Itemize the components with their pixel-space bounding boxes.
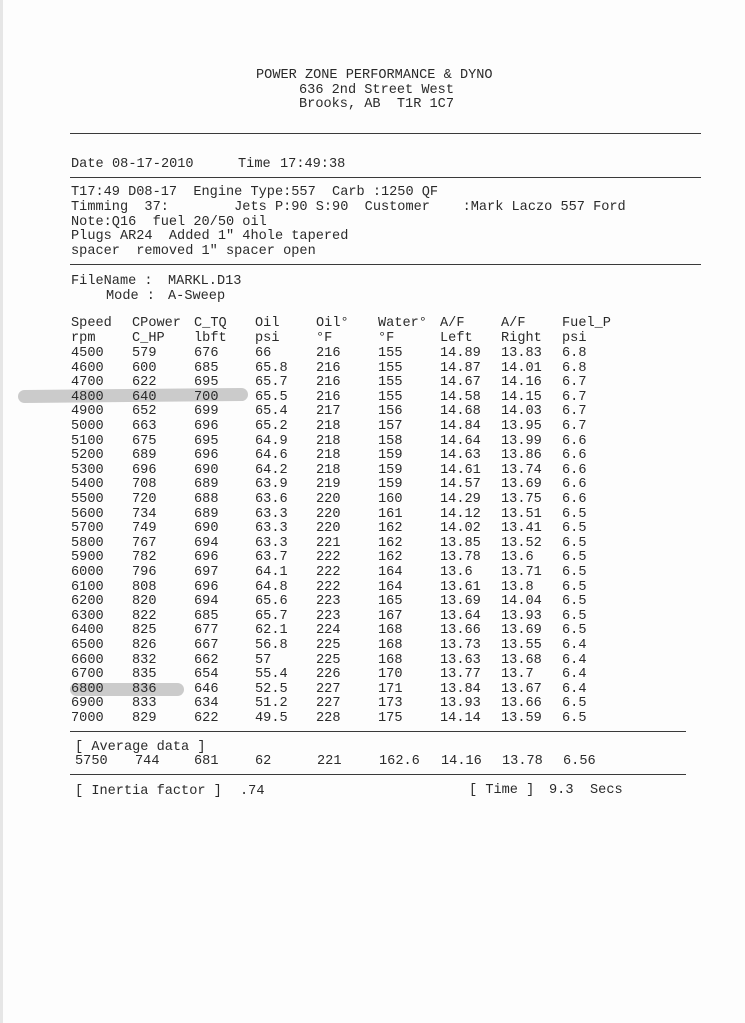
- table-cell: 695: [194, 375, 219, 390]
- table-cell: 13.51: [501, 507, 542, 522]
- table-cell: 14.67: [440, 375, 481, 390]
- table-cell: 694: [194, 594, 219, 609]
- table-cell: 65.6: [255, 594, 288, 609]
- table-cell: 65.7: [255, 375, 288, 390]
- table-cell: 5500: [71, 492, 104, 507]
- column-header: Oil: [255, 316, 280, 331]
- table-cell: 694: [194, 536, 219, 551]
- table-cell: 5100: [71, 434, 104, 449]
- table-cell: 6100: [71, 580, 104, 595]
- table-cell: 222: [316, 580, 341, 595]
- table-cell: 14.63: [440, 448, 481, 463]
- table-cell: 640: [132, 390, 157, 405]
- table-cell: 696: [194, 580, 219, 595]
- filename-value: MARKL.D13: [168, 274, 242, 289]
- table-cell: 734: [132, 507, 157, 522]
- table-cell: 66: [255, 346, 272, 361]
- table-cell: 697: [194, 565, 219, 580]
- column-header: A/F: [440, 316, 465, 331]
- table-cell: 6.5: [562, 550, 587, 565]
- table-cell: 13.83: [501, 346, 542, 361]
- table-cell: 14.89: [440, 346, 481, 361]
- table-cell: 6.5: [562, 580, 587, 595]
- average-cell: 62: [255, 754, 272, 769]
- table-cell: 13.71: [501, 565, 542, 580]
- table-cell: 696: [194, 419, 219, 434]
- table-cell: 634: [194, 696, 219, 711]
- table-cell: 6.6: [562, 434, 587, 449]
- table-cell: 6800: [71, 682, 104, 697]
- filename-label: FileName :: [71, 274, 153, 289]
- time-elapsed-label: [ Time ]: [469, 783, 535, 798]
- table-cell: 6500: [71, 638, 104, 653]
- inertia-value: .74: [240, 784, 265, 799]
- note-line: Plugs AR24 Added 1" 4hole tapered: [71, 229, 349, 244]
- table-cell: 57: [255, 653, 272, 668]
- table-cell: 14.57: [440, 477, 481, 492]
- column-header: C_TQ: [194, 316, 227, 331]
- date-value: 08-17-2010: [112, 157, 194, 172]
- table-cell: 161: [378, 507, 403, 522]
- table-cell: 6.5: [562, 521, 587, 536]
- table-cell: 14.16: [501, 375, 542, 390]
- table-cell: 63.6: [255, 492, 288, 507]
- table-cell: 220: [316, 492, 341, 507]
- column-unit: Left: [440, 331, 473, 346]
- table-cell: 6.7: [562, 419, 587, 434]
- table-cell: 6.6: [562, 463, 587, 478]
- table-cell: 14.01: [501, 361, 542, 376]
- table-cell: 6200: [71, 594, 104, 609]
- table-cell: 4600: [71, 361, 104, 376]
- table-cell: 579: [132, 346, 157, 361]
- time-elapsed-value: 9.3: [549, 783, 574, 798]
- table-cell: 13.74: [501, 463, 542, 478]
- table-cell: 663: [132, 419, 157, 434]
- average-label: [ Average data ]: [75, 740, 206, 755]
- table-cell: 829: [132, 711, 157, 726]
- table-cell: 65.4: [255, 404, 288, 419]
- column-unit: rpm: [71, 331, 96, 346]
- table-cell: 62.1: [255, 623, 288, 638]
- table-cell: 836: [132, 682, 157, 697]
- rule-5: [70, 774, 686, 775]
- table-cell: 63.3: [255, 536, 288, 551]
- table-cell: 6.5: [562, 696, 587, 711]
- average-cell: 681: [194, 754, 219, 769]
- table-cell: 223: [316, 609, 341, 624]
- table-cell: 600: [132, 361, 157, 376]
- table-cell: 622: [132, 375, 157, 390]
- table-cell: 14.84: [440, 419, 481, 434]
- table-cell: 5200: [71, 448, 104, 463]
- table-cell: 13.67: [501, 682, 542, 697]
- column-unit: Right: [501, 331, 542, 346]
- table-cell: 155: [378, 361, 403, 376]
- table-cell: 64.6: [255, 448, 288, 463]
- table-cell: 13.95: [501, 419, 542, 434]
- table-cell: 14.68: [440, 404, 481, 419]
- table-cell: 654: [194, 667, 219, 682]
- table-cell: 218: [316, 448, 341, 463]
- table-cell: 218: [316, 434, 341, 449]
- table-cell: 171: [378, 682, 403, 697]
- table-cell: 14.61: [440, 463, 481, 478]
- average-cell: 13.78: [502, 754, 543, 769]
- table-cell: 796: [132, 565, 157, 580]
- table-cell: 216: [316, 390, 341, 405]
- note-line: T17:49 D08-17 Engine Type:557 Carb :1250 QF: [71, 185, 439, 200]
- table-cell: 688: [194, 492, 219, 507]
- time-value: 17:49:38: [280, 157, 346, 172]
- table-cell: 13.59: [501, 711, 542, 726]
- table-cell: 224: [316, 623, 341, 638]
- table-cell: 4800: [71, 390, 104, 405]
- column-unit: °F: [378, 331, 395, 346]
- table-cell: 164: [378, 565, 403, 580]
- table-cell: 216: [316, 361, 341, 376]
- table-cell: 696: [132, 463, 157, 478]
- average-cell: 6.56: [563, 754, 596, 769]
- table-cell: 13.64: [440, 609, 481, 624]
- table-cell: 155: [378, 375, 403, 390]
- table-cell: 49.5: [255, 711, 288, 726]
- inertia-label: [ Inertia factor ]: [75, 784, 222, 799]
- table-cell: 6600: [71, 653, 104, 668]
- table-cell: 155: [378, 346, 403, 361]
- table-cell: 4500: [71, 346, 104, 361]
- table-cell: 13.78: [440, 550, 481, 565]
- table-cell: 157: [378, 419, 403, 434]
- page-edge: [0, 0, 3, 1023]
- note-line: Note:Q16 fuel 20/50 oil: [71, 215, 267, 230]
- column-header: A/F: [501, 316, 526, 331]
- table-cell: 6.5: [562, 711, 587, 726]
- table-cell: 5400: [71, 477, 104, 492]
- table-cell: 13.66: [440, 623, 481, 638]
- column-header: CPower: [132, 316, 181, 331]
- table-cell: 7000: [71, 711, 104, 726]
- table-cell: 51.2: [255, 696, 288, 711]
- table-cell: 822: [132, 609, 157, 624]
- table-cell: 225: [316, 638, 341, 653]
- table-cell: 699: [194, 404, 219, 419]
- table-cell: 13.69: [501, 477, 542, 492]
- table-cell: 64.1: [255, 565, 288, 580]
- table-cell: 14.14: [440, 711, 481, 726]
- table-cell: 677: [194, 623, 219, 638]
- table-cell: 216: [316, 375, 341, 390]
- table-cell: 221: [316, 536, 341, 551]
- rule-4: [70, 731, 686, 732]
- table-cell: 832: [132, 653, 157, 668]
- table-cell: 6.5: [562, 565, 587, 580]
- table-cell: 13.68: [501, 653, 542, 668]
- table-cell: 63.9: [255, 477, 288, 492]
- average-cell: 221: [317, 754, 342, 769]
- table-cell: 6.5: [562, 536, 587, 551]
- table-cell: 218: [316, 463, 341, 478]
- table-cell: 168: [378, 653, 403, 668]
- table-cell: 708: [132, 477, 157, 492]
- table-cell: 14.29: [440, 492, 481, 507]
- table-cell: 167: [378, 609, 403, 624]
- average-cell: 162.6: [379, 754, 420, 769]
- column-unit: psi: [562, 331, 587, 346]
- table-cell: 13.41: [501, 521, 542, 536]
- rule-3: [70, 264, 701, 265]
- table-cell: 65.5: [255, 390, 288, 405]
- table-cell: 56.8: [255, 638, 288, 653]
- table-cell: 652: [132, 404, 157, 419]
- table-cell: 676: [194, 346, 219, 361]
- table-cell: 227: [316, 696, 341, 711]
- table-cell: 689: [194, 507, 219, 522]
- column-unit: lbft: [194, 331, 227, 346]
- column-unit: °F: [316, 331, 333, 346]
- table-cell: 220: [316, 521, 341, 536]
- column-header: Speed: [71, 316, 112, 331]
- note-line: Timming 37: Jets P:90 S:90 Customer :Mark Laczo 557 Ford: [71, 200, 626, 215]
- table-cell: 173: [378, 696, 403, 711]
- note-line: spacer removed 1" spacer open: [71, 244, 316, 259]
- table-cell: 667: [194, 638, 219, 653]
- table-cell: 156: [378, 404, 403, 419]
- column-header: Water°: [378, 316, 427, 331]
- table-cell: 222: [316, 550, 341, 565]
- table-cell: 64.9: [255, 434, 288, 449]
- rule-2: [70, 177, 701, 178]
- table-cell: 689: [132, 448, 157, 463]
- table-cell: 159: [378, 477, 403, 492]
- table-cell: 13.77: [440, 667, 481, 682]
- table-cell: 162: [378, 550, 403, 565]
- table-cell: 6.7: [562, 375, 587, 390]
- table-cell: 6.5: [562, 609, 587, 624]
- table-cell: 13.61: [440, 580, 481, 595]
- table-cell: 13.85: [440, 536, 481, 551]
- table-cell: 6900: [71, 696, 104, 711]
- table-cell: 64.8: [255, 580, 288, 595]
- table-cell: 13.99: [501, 434, 542, 449]
- table-cell: 6.4: [562, 653, 587, 668]
- table-cell: 6.5: [562, 507, 587, 522]
- table-cell: 218: [316, 419, 341, 434]
- table-cell: 833: [132, 696, 157, 711]
- table-cell: 159: [378, 463, 403, 478]
- column-unit: C_HP: [132, 331, 165, 346]
- company-street: 636 2nd Street West: [299, 83, 454, 98]
- table-cell: 6.6: [562, 477, 587, 492]
- mode-label: Mode :: [106, 289, 155, 304]
- table-cell: 63.3: [255, 507, 288, 522]
- rule-1: [70, 133, 701, 134]
- table-cell: 5300: [71, 463, 104, 478]
- table-cell: 64.2: [255, 463, 288, 478]
- table-cell: 4900: [71, 404, 104, 419]
- table-cell: 696: [194, 550, 219, 565]
- table-cell: 6.8: [562, 361, 587, 376]
- table-cell: 13.84: [440, 682, 481, 697]
- table-cell: 662: [194, 653, 219, 668]
- table-cell: 13.7: [501, 667, 534, 682]
- table-cell: 14.87: [440, 361, 481, 376]
- table-cell: 13.66: [501, 696, 542, 711]
- table-cell: 5900: [71, 550, 104, 565]
- table-cell: 227: [316, 682, 341, 697]
- table-cell: 175: [378, 711, 403, 726]
- table-cell: 63.3: [255, 521, 288, 536]
- table-cell: 160: [378, 492, 403, 507]
- table-cell: 675: [132, 434, 157, 449]
- table-cell: 767: [132, 536, 157, 551]
- table-cell: 228: [316, 711, 341, 726]
- table-cell: 13.8: [501, 580, 534, 595]
- table-cell: 52.5: [255, 682, 288, 697]
- table-cell: 13.73: [440, 638, 481, 653]
- table-cell: 226: [316, 667, 341, 682]
- table-cell: 168: [378, 623, 403, 638]
- mode-value: A-Sweep: [168, 289, 226, 304]
- date-label: Date: [71, 157, 104, 172]
- table-cell: 155: [378, 390, 403, 405]
- average-cell: 5750: [75, 754, 108, 769]
- table-cell: 6000: [71, 565, 104, 580]
- table-cell: 65.2: [255, 419, 288, 434]
- table-cell: 223: [316, 594, 341, 609]
- table-cell: 164: [378, 580, 403, 595]
- table-cell: 690: [194, 463, 219, 478]
- table-cell: 13.6: [440, 565, 473, 580]
- table-cell: 13.69: [440, 594, 481, 609]
- table-cell: 5600: [71, 507, 104, 522]
- table-cell: 5000: [71, 419, 104, 434]
- table-cell: 13.86: [501, 448, 542, 463]
- table-cell: 689: [194, 477, 219, 492]
- table-cell: 6.8: [562, 346, 587, 361]
- column-unit: psi: [255, 331, 280, 346]
- table-cell: 14.58: [440, 390, 481, 405]
- table-cell: 690: [194, 521, 219, 536]
- table-cell: 162: [378, 536, 403, 551]
- table-cell: 159: [378, 448, 403, 463]
- table-cell: 808: [132, 580, 157, 595]
- table-cell: 14.64: [440, 434, 481, 449]
- company-name: POWER ZONE PERFORMANCE & DYNO: [256, 68, 493, 83]
- table-cell: 14.04: [501, 594, 542, 609]
- table-cell: 158: [378, 434, 403, 449]
- table-cell: 782: [132, 550, 157, 565]
- company-city: Brooks, AB T1R 1C7: [299, 97, 454, 112]
- table-cell: 225: [316, 653, 341, 668]
- table-cell: 6400: [71, 623, 104, 638]
- table-cell: 170: [378, 667, 403, 682]
- table-cell: 749: [132, 521, 157, 536]
- table-cell: 825: [132, 623, 157, 638]
- table-cell: 63.7: [255, 550, 288, 565]
- table-cell: 5800: [71, 536, 104, 551]
- table-cell: 217: [316, 404, 341, 419]
- table-cell: 13.55: [501, 638, 542, 653]
- table-cell: 220: [316, 507, 341, 522]
- table-cell: 168: [378, 638, 403, 653]
- table-cell: 13.93: [501, 609, 542, 624]
- table-cell: 820: [132, 594, 157, 609]
- table-cell: 6.5: [562, 594, 587, 609]
- table-cell: 13.6: [501, 550, 534, 565]
- average-cell: 14.16: [441, 754, 482, 769]
- table-cell: 13.52: [501, 536, 542, 551]
- table-cell: 14.03: [501, 404, 542, 419]
- table-cell: 6.7: [562, 404, 587, 419]
- table-cell: 720: [132, 492, 157, 507]
- table-cell: 219: [316, 477, 341, 492]
- table-cell: 55.4: [255, 667, 288, 682]
- table-cell: 695: [194, 434, 219, 449]
- table-cell: 6300: [71, 609, 104, 624]
- table-cell: 13.93: [440, 696, 481, 711]
- table-cell: 4700: [71, 375, 104, 390]
- table-cell: 162: [378, 521, 403, 536]
- table-cell: 685: [194, 361, 219, 376]
- table-cell: 13.63: [440, 653, 481, 668]
- table-cell: 835: [132, 667, 157, 682]
- table-cell: 6.4: [562, 667, 587, 682]
- table-cell: 646: [194, 682, 219, 697]
- table-cell: 65.8: [255, 361, 288, 376]
- table-cell: 6.4: [562, 682, 587, 697]
- table-cell: 216: [316, 346, 341, 361]
- table-cell: 685: [194, 609, 219, 624]
- table-cell: 14.02: [440, 521, 481, 536]
- table-cell: 6.6: [562, 492, 587, 507]
- table-cell: 5700: [71, 521, 104, 536]
- table-cell: 700: [194, 390, 219, 405]
- table-cell: 13.75: [501, 492, 542, 507]
- table-cell: 696: [194, 448, 219, 463]
- time-label: Time: [238, 157, 271, 172]
- table-cell: 13.69: [501, 623, 542, 638]
- table-cell: 6.5: [562, 623, 587, 638]
- table-cell: 6.4: [562, 638, 587, 653]
- table-cell: 826: [132, 638, 157, 653]
- table-cell: 65.7: [255, 609, 288, 624]
- average-cell: 744: [135, 754, 160, 769]
- table-cell: 14.12: [440, 507, 481, 522]
- table-cell: 222: [316, 565, 341, 580]
- table-cell: 6.6: [562, 448, 587, 463]
- column-header: Oil°: [316, 316, 349, 331]
- table-cell: 14.15: [501, 390, 542, 405]
- time-elapsed-unit: Secs: [590, 783, 623, 798]
- table-cell: 165: [378, 594, 403, 609]
- table-cell: 6700: [71, 667, 104, 682]
- table-cell: 6.7: [562, 390, 587, 405]
- column-header: Fuel_P: [562, 316, 611, 331]
- table-cell: 622: [194, 711, 219, 726]
